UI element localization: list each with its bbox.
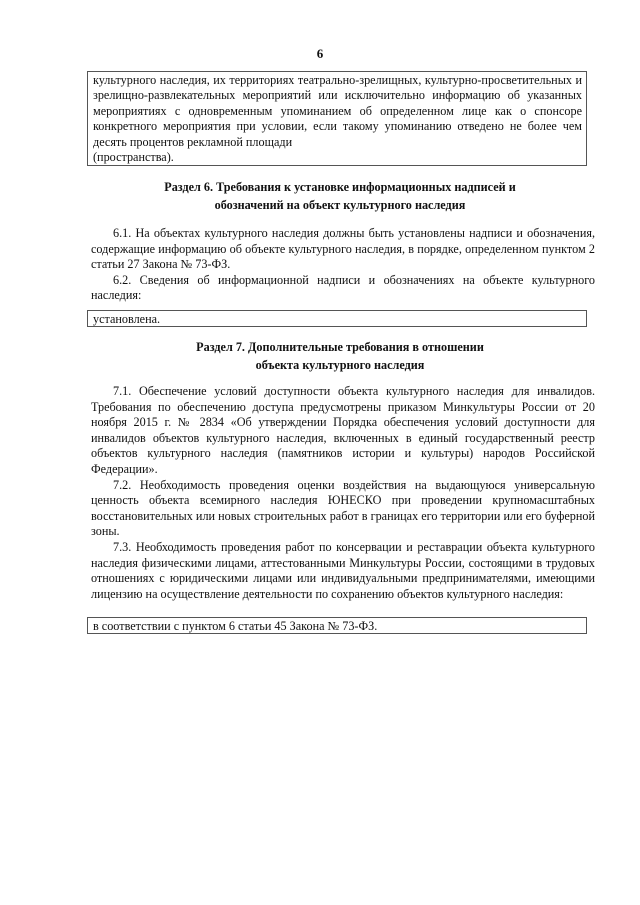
- section-7-heading-line-1: Раздел 7. Дополнительные требования в отношении: [196, 340, 484, 354]
- page-number: 6: [316, 46, 324, 61]
- section-7-heading: [87, 339, 593, 374]
- section-6-body: [91, 226, 595, 304]
- box-paragraph: культурного наследия, их территориях театрально-зрелищных, культурно-просветительных и зрелищно-развлекательных мероприятий или исключительно информацию об указанных мероприятиях с одновременным упоминанием об определенном лице как о спонсоре конкретного мероприятия при условии, если такому упоминанию отведено не более чем десять процентов рекламной площади: [93, 73, 582, 149]
- section-6-heading-line-1: Раздел 6. Требования к установке информационных надписей и: [164, 180, 516, 194]
- section-7-body: [91, 384, 595, 602]
- paragraph-7-1: 7.1. Обеспечение условий доступности объекта культурного наследия для инвалидов. Требования по обеспечению доступа предусмотрены приказом Минкультуры России от 20 ноября 2015 г. № 2834 «Об утверждении Порядка обеспечения условий доступности для инвалидов объектов культурного наследия, включенных в единый государственный реестр объектов культурного наследия (памятников истории и культуры) народов Российской Федерации».: [91, 384, 595, 476]
- section-6-heading: [87, 179, 593, 214]
- paragraph-7-3: 7.3. Необходимость проведения работ по консервации и реставрации объекта культурного наследия физическими лицами, аттестованными Минкультуры России, состоящими в трудовых отношениях с юридическими лицами или индивидуальными предпринимателями, имеющими лицензию на осуществление деятельности по сохранению объектов культурного наследия:: [91, 539, 595, 601]
- section-7-heading-line-2: объекта культурного наследия: [255, 357, 425, 372]
- section-7-answer: в соответствии с пунктом 6 статьи 45 Закона № 73-ФЗ.: [93, 619, 378, 633]
- paragraph-6-2: 6.2. Сведения об информационной надписи и обозначениях на объекте культурного наследия:: [91, 272, 595, 303]
- paragraph-7-2: 7.2. Необходимость проведения оценки воздействия на выдающуюся универсальную ценность объекта всемирного наследия ЮНЕСКО при проведении крупномасштабных восстановительных или новых строительных работ в границах его территории или его буферной зоны.: [91, 477, 595, 539]
- section-6-heading-line-2: обозначений на объект культурного наследия: [214, 197, 466, 212]
- section-6-answer: установлена.: [93, 312, 161, 326]
- paragraph-6-1: 6.1. На объектах культурного наследия должны быть установлены надписи и обозначения, содержащие информацию об объекте культурного наследия, в порядке, определенном пунктом 2 статьи 27 Закона № 73-ФЗ.: [91, 226, 595, 272]
- continued-text-box: [87, 71, 587, 166]
- section-6-answer-box: [87, 310, 587, 327]
- box-paragraph-last-line: (пространства).: [93, 150, 174, 165]
- section-7-answer-box: [87, 617, 587, 634]
